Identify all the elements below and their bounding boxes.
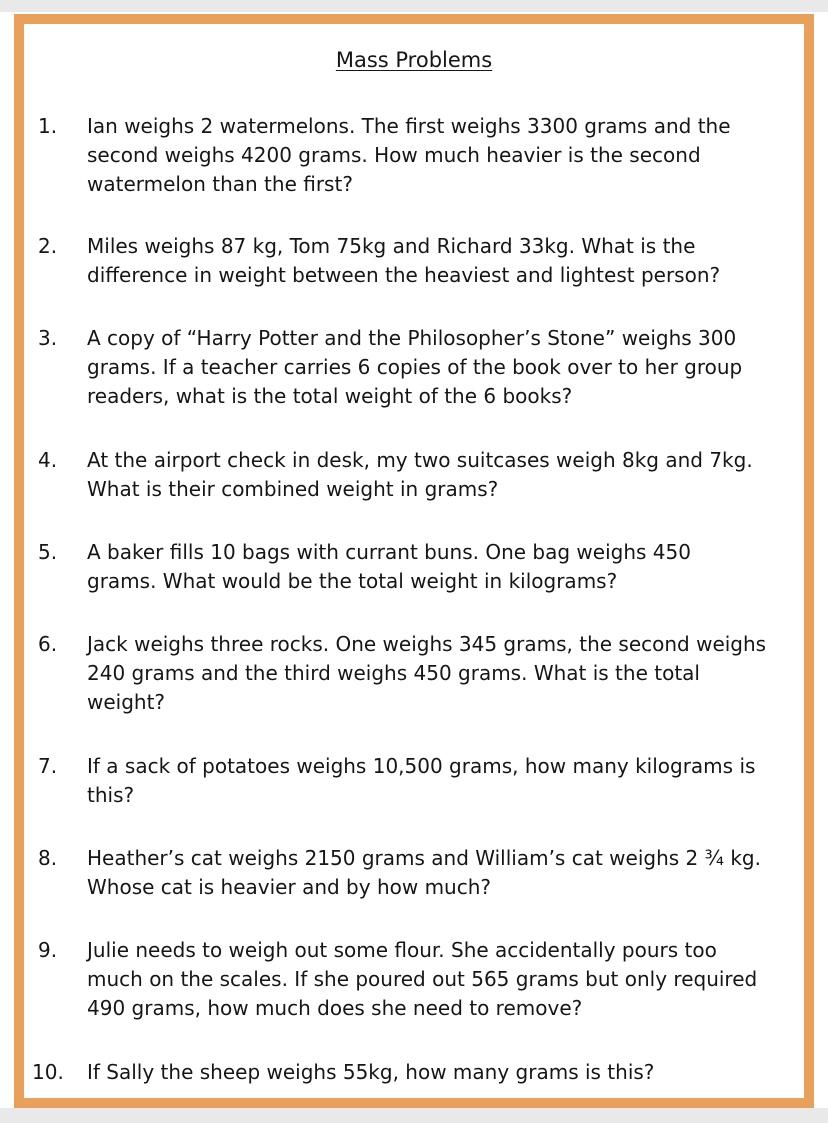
question-line: Julie needs to weigh out some flour. She accidentally pours too	[87, 938, 717, 962]
question-line: What is their combined weight in grams?	[87, 477, 499, 501]
question-number: 10.	[32, 1060, 64, 1084]
question-number: 6.	[38, 632, 58, 656]
question-text	[87, 446, 799, 504]
question-line: If Sally the sheep weighs 55kg, how many grams is this?	[87, 1060, 655, 1084]
question-number: 4.	[38, 448, 58, 472]
question-line: readers, what is the total weight of the 6 books?	[87, 384, 573, 408]
page-title: Mass Problems	[335, 48, 493, 72]
question-text	[87, 630, 799, 717]
question-line: If a sack of potatoes weighs 10,500 grams, how many kilograms is	[87, 754, 756, 778]
question-number: 3.	[38, 326, 58, 350]
question-text	[87, 752, 799, 810]
question-line: Ian weighs 2 watermelons. The first weighs 3300 grams and the	[87, 114, 731, 138]
question-number: 7.	[38, 754, 58, 778]
question-line: watermelon than the first?	[87, 172, 353, 196]
question-text	[87, 844, 799, 902]
question-line: At the airport check in desk, my two suitcases weigh 8kg and 7kg.	[87, 448, 753, 472]
question-line: grams. What would be the total weight in kilograms?	[87, 569, 618, 593]
question-line: Miles weighs 87 kg, Tom 75kg and Richard 33kg. What is the	[87, 234, 696, 258]
question-text	[87, 112, 799, 199]
question-number: 8.	[38, 846, 58, 870]
question-line: much on the scales. If she poured out 565 grams but only required	[87, 967, 758, 991]
question-line: second weighs 4200 grams. How much heavier is the second	[87, 143, 701, 167]
question-text	[87, 324, 799, 411]
top-margin	[0, 0, 828, 12]
question-line: Heather’s cat weighs 2150 grams and William’s cat weighs 2 ¾ kg.	[87, 846, 761, 870]
question-line: A copy of “Harry Potter and the Philosopher’s Stone” weighs 300	[87, 326, 737, 350]
question-line: difference in weight between the heaviest and lightest person?	[87, 263, 721, 287]
question-number: 1.	[38, 114, 58, 138]
question-number: 2.	[38, 234, 58, 258]
question-line: grams. If a teacher carries 6 copies of the book over to her group	[87, 355, 743, 379]
question-line: this?	[87, 783, 135, 807]
question-text	[87, 232, 799, 290]
question-line: 490 grams, how much does she need to remove?	[87, 996, 583, 1020]
question-list	[24, 24, 804, 1098]
question-number: 9.	[38, 938, 58, 962]
question-line: weight?	[87, 690, 166, 714]
bottom-margin	[0, 1108, 828, 1123]
question-text	[87, 538, 799, 596]
question-text	[87, 1058, 799, 1087]
question-number: 5.	[38, 540, 58, 564]
question-line: 240 grams and the third weighs 450 grams. What is the total	[87, 661, 700, 685]
question-line: Jack weighs three rocks. One weighs 345 grams, the second weighs	[87, 632, 767, 656]
question-line: A baker fills 10 bags with currant buns. One bag weighs 450	[87, 540, 691, 564]
question-text	[87, 936, 799, 1023]
question-line: Whose cat is heavier and by how much?	[87, 875, 492, 899]
worksheet	[14, 14, 814, 1108]
